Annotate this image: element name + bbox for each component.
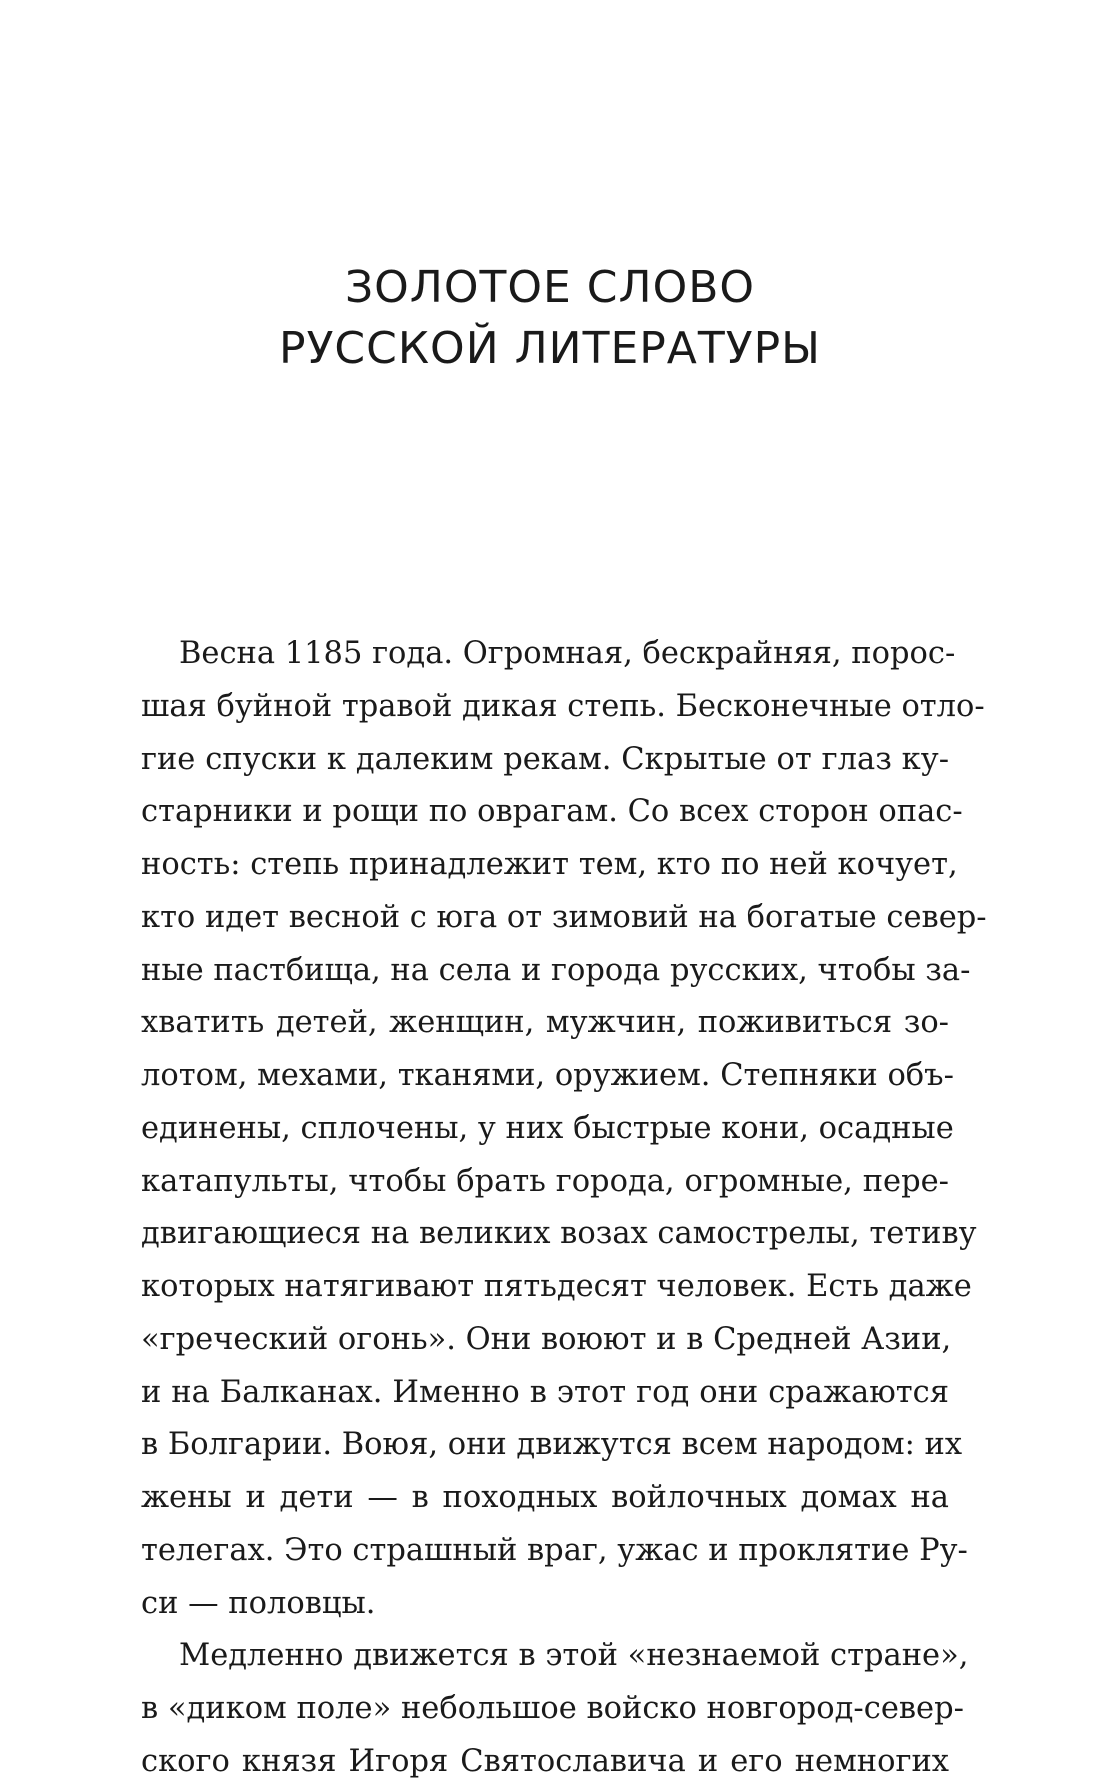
text-line: телегах. Это страшный враг, ужас и проклятие Ру- [141, 1532, 968, 1568]
text-line: Медленно движется в этой «незнаемой стране», [179, 1638, 969, 1674]
text-line: в «диком поле» небольшое войско новгород-север- [141, 1691, 964, 1726]
text-line: кто идет весной с юга от зимовий на богатые север- [141, 899, 987, 935]
text-line: ные пастбища, на села и города русских, чтобы за- [141, 952, 971, 988]
text-line: катапульты, чтобы брать города, огромные, пере- [141, 1163, 949, 1199]
text-line: которых натягивают пятьдесят человек. Есть даже [141, 1269, 972, 1304]
chapter-title-line-2: РУССКОЙ ЛИТЕРАТУРЫ [279, 323, 821, 374]
paragraph-1 [141, 628, 987, 1630]
text-line: старники и рощи по оврагам. Со всех сторон опас- [141, 794, 963, 830]
text-line: ность: степь принадлежит тем, кто по ней кочует, [141, 847, 958, 882]
text-line: гие спуски к далеким рекам. Скрытые от глаз ку- [141, 741, 949, 777]
text-line: си — половцы. [141, 1585, 376, 1621]
text-line: хватить детей, женщин, мужчин, поживиться зо- [141, 1005, 949, 1041]
text-line: двигающиеся на великих возах самострелы, тетиву [141, 1216, 977, 1252]
body-text [141, 628, 987, 1789]
text-line: «греческий огонь». Они воюют и в Средней Азии, [141, 1321, 952, 1357]
chapter-title-line-1: ЗОЛОТОЕ СЛОВО [344, 262, 756, 313]
text-line: и на Балканах. Именно в этот год они сражаются [141, 1374, 949, 1410]
text-line: ского князя Игоря Святославича и его немногих [141, 1743, 949, 1779]
paragraph-2 [141, 1630, 969, 1788]
text-line: Весна 1185 года. Огромная, бескрайняя, порос- [179, 636, 956, 671]
text-line: единены, сплочены, у них быстрые кони, осадные [141, 1110, 954, 1146]
text-line: лотом, мехами, тканями, оружием. Степняки объ- [141, 1058, 954, 1093]
text-line: шая буйной травой дикая степь. Бесконечные отло- [141, 688, 985, 724]
text-line: жены и дети — в походных войлочных домах на [141, 1480, 949, 1515]
text-line: в Болгарии. Воюя, они движутся всем народом: их [141, 1427, 963, 1463]
